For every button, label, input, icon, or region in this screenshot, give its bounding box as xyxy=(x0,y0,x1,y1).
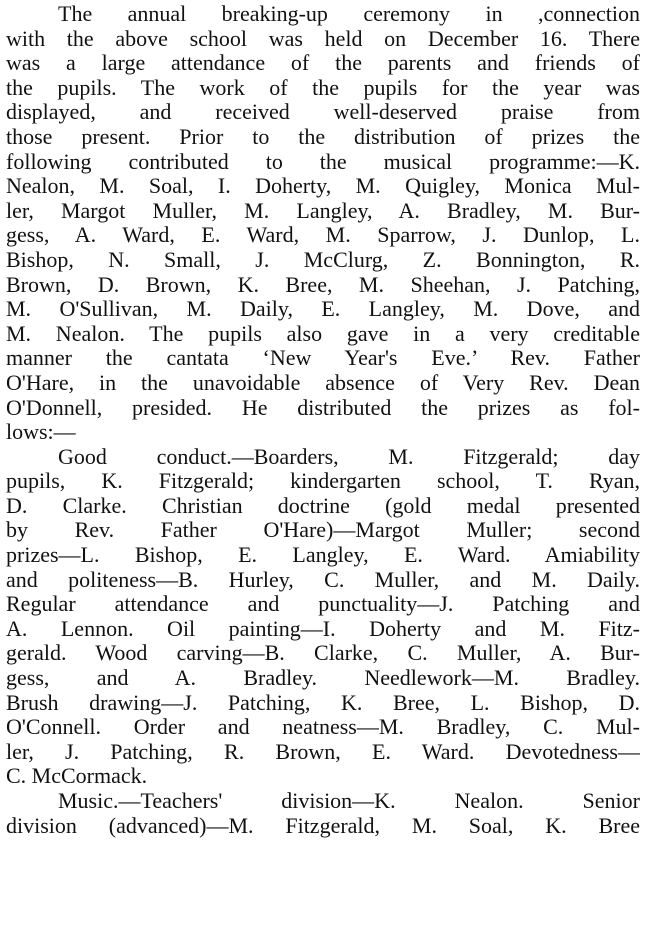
text-line: Bishop, N. Small, J. McClurg, Z. Bonnington, R. xyxy=(6,247,640,272)
text-line: C. McCormack. xyxy=(6,764,148,789)
text-line: M. Nealon. The pupils also gave in a very creditable xyxy=(6,321,640,346)
text-line: prizes—L. Bishop, E. Langley, E. Ward. Amiability xyxy=(6,543,640,568)
text-line: O'Donnell, presided. He distributed the prizes as fol- xyxy=(6,395,640,420)
text-line: O'Connell. Order and neatness—M. Bradley, C. Mul- xyxy=(6,715,640,740)
text-line: D. Clarke. Christian doctrine (gold medal presented xyxy=(6,493,640,518)
text-line: Regular attendance and punctuality—J. Patching and xyxy=(6,592,640,617)
text-line: A. Lennon. Oil painting—I. Doherty and M. Fitz- xyxy=(6,616,640,641)
text-line: Music.—Teachers' division—K. Nealon. Senior xyxy=(58,789,640,813)
text-line: gess, A. Ward, E. Ward, M. Sparrow, J. Dunlop, L. xyxy=(6,223,640,248)
text-line: division (advanced)—M. Fitzgerald, M. Soal, K. Bree xyxy=(6,813,640,838)
text-line: gess, and A. Bradley. Needlework—M. Bradley. xyxy=(6,666,640,691)
text-line: Good conduct.—Boarders, M. Fitzgerald; day xyxy=(58,444,640,469)
music-paragraph xyxy=(6,789,640,838)
text-line: was a large attendance of the parents and friends of xyxy=(6,51,640,76)
intro-paragraph xyxy=(6,2,640,445)
text-line: and politeness—B. Hurley, C. Muller, and M. Daily. xyxy=(6,567,640,592)
text-line: manner the cantata ‘New Year's Eve.’ Rev. Father xyxy=(6,346,640,371)
text-line: the pupils. The work of the pupils for the year was xyxy=(6,75,640,100)
text-line: ler, Margot Muller, M. Langley, A. Bradley, M. Bur- xyxy=(6,198,640,223)
text-line: with the above school was held on December 16. There xyxy=(6,26,640,51)
text-line: Brush drawing—J. Patching, K. Bree, L. Bishop, D. xyxy=(6,690,640,715)
text-line: O'Hare, in the unavoidable absence of Very Rev. Dean xyxy=(6,370,640,395)
text-line: by Rev. Father O'Hare)—Margot Muller; second xyxy=(6,518,640,543)
text-line: M. O'Sullivan, M. Daily, E. Langley, M. Dove, and xyxy=(6,297,640,322)
text-line: ler, J. Patching, R. Brown, E. Ward. Devotedness— xyxy=(6,739,640,764)
text-line: pupils, K. Fitzgerald; kindergarten school, T. Ryan, xyxy=(6,469,640,494)
text-line: Brown, D. Brown, K. Bree, M. Sheehan, J. Patching, xyxy=(6,272,640,297)
text-line: following contributed to the musical programme:—K. xyxy=(6,149,640,174)
text-line: gerald. Wood carving—B. Clarke, C. Muller, A. Bur- xyxy=(6,641,640,666)
text-line: displayed, and received well-deserved praise from xyxy=(6,100,640,125)
prizes-paragraph xyxy=(6,445,640,789)
text-line: lows:— xyxy=(6,420,76,445)
text-line: Nealon, M. Soal, I. Doherty, M. Quigley, Monica Mul- xyxy=(6,174,640,199)
text-line: The annual breaking-up ceremony in ,connection xyxy=(58,2,640,26)
text-line: those present. Prior to the distribution of prizes the xyxy=(6,124,640,149)
